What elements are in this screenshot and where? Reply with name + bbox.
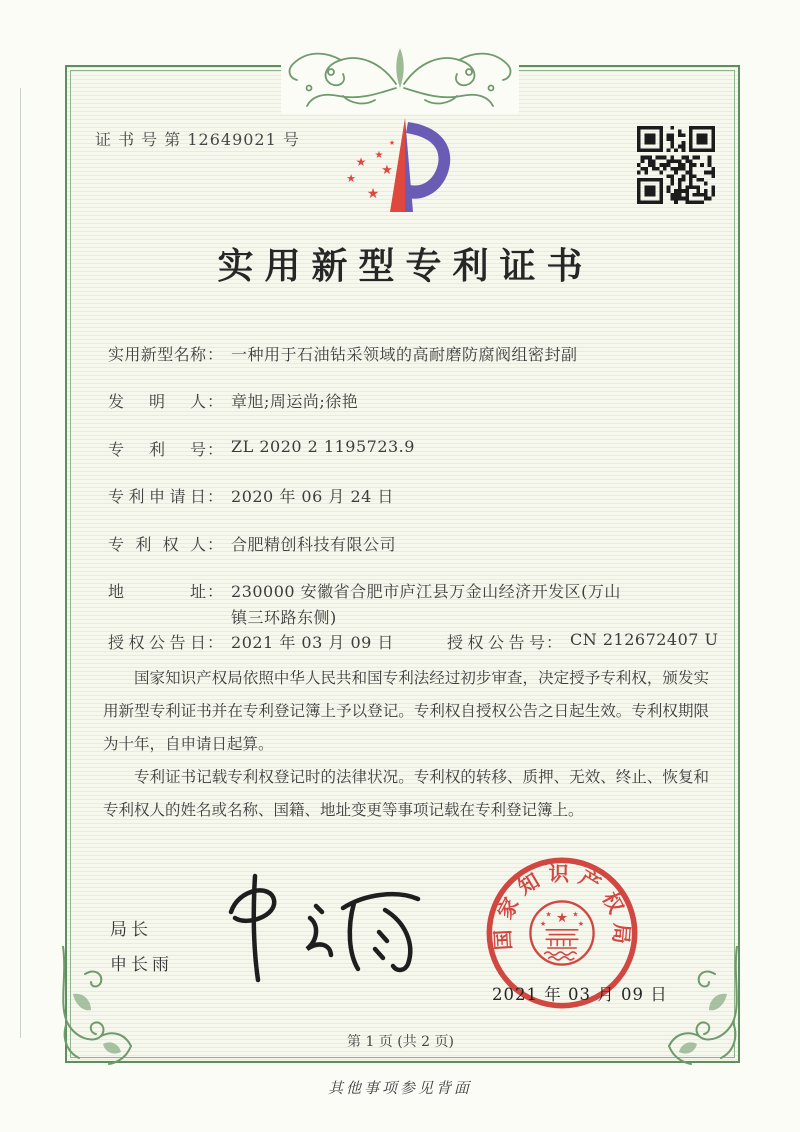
- star-icon: ★: [539, 918, 547, 928]
- signer-name: 申长雨: [110, 955, 173, 975]
- field-label: 授权公告日: [108, 633, 206, 652]
- field-row-patent-number: 专利号： ZL 2020 2 1195723.9: [108, 437, 415, 459]
- cnipa-logo: [342, 112, 462, 218]
- field-value: ZL 2020 2 1195723.9: [231, 437, 415, 456]
- field-label: 专利号: [108, 440, 206, 459]
- legal-text: [103, 662, 709, 827]
- field-row-address: 地址： 230000 安徽省合肥市庐江县万金山经济开发区(万山镇三环路东侧): [108, 579, 631, 631]
- field-row-patentee: 专利权人： 合肥精创科技有限公司: [108, 532, 396, 555]
- national-emblem-icon: [530, 901, 593, 964]
- qr-code: [637, 126, 715, 204]
- star-icon: ★: [381, 163, 393, 178]
- grant-date-pair: 授权公告日： 2021 年 03 月 09 日: [108, 630, 394, 649]
- seal-ring-text: 国家知识产权局: [490, 861, 634, 952]
- page-edge-shadow: [20, 88, 21, 1038]
- field-row-name: 实用新型名称： 一种用于石油钻采领域的高耐磨防腐阀组密封副: [108, 342, 578, 365]
- star-icon: ★: [555, 910, 569, 926]
- field-row-grant: [108, 630, 719, 653]
- signer-title: 局长: [110, 920, 152, 940]
- grant-number: CN 212672407 U: [570, 630, 719, 649]
- field-value: 合肥精创科技有限公司: [231, 535, 397, 554]
- star-icon: ★: [388, 139, 396, 147]
- field-value: 2020 年 06 月 24 日: [231, 487, 394, 506]
- field-label: 发明人: [108, 392, 206, 411]
- field-label: 地址: [108, 582, 206, 601]
- field-row-inventor: 发明人： 章旭;周运尚;徐艳: [108, 389, 358, 412]
- certificate-number: 证 书 号 第 12649021 号: [95, 130, 300, 149]
- paragraph: 专利证书记载专利权登记时的法律状况。专利权的转移、质押、无效、终止、恢复和专利权人的姓名或名称、国籍、地址变更等事项记载在专利登记簿上。: [103, 768, 709, 819]
- grant-number-pair: 授权公告号： CN 212672407 U: [447, 630, 719, 652]
- back-side-note: 其他事项参见背面: [327, 1079, 472, 1097]
- paragraph: 国家知识产权局依照中华人民共和国专利法经过初步审查，决定授予专利权，颁发实用新型专利证书并在专利登记簿上予以登记。专利权自授权公告之日起生效。专利权期限为十年，自申请日起算。: [103, 669, 709, 753]
- field-value: 章旭;周运尚;徐艳: [231, 392, 359, 411]
- svg-text:国家知识产权局: [490, 862, 634, 952]
- page-indicator: 第 1 页 (共 2 页): [347, 1034, 454, 1050]
- field-label: 专利申请日: [108, 487, 206, 506]
- star-icon: ★: [366, 186, 380, 202]
- grant-date: 2021 年 03 月 09 日: [231, 633, 394, 652]
- field-value: 230000 安徽省合肥市庐江县万金山经济开发区(万山镇三环路东侧): [231, 582, 621, 627]
- top-flourish-icon: [281, 42, 519, 114]
- field-row-filing-date: 专利申请日： 2020 年 06 月 24 日: [108, 484, 394, 507]
- star-icon: ★: [572, 909, 579, 919]
- field-label: 专利权人: [108, 535, 206, 554]
- field-label: 授权公告号: [447, 633, 545, 652]
- signature-shen-changyu: [213, 870, 435, 988]
- star-icon: ★: [577, 918, 585, 928]
- field-label: 实用新型名称: [108, 345, 206, 364]
- star-icon: ★: [545, 909, 552, 919]
- seal-date: 2021 年 03 月 09 日: [492, 985, 668, 1004]
- star-icon: ★: [374, 150, 384, 161]
- star-icon: ★: [346, 172, 356, 185]
- field-value: 一种用于石油钻采领域的高耐磨防腐阀组密封副: [231, 345, 578, 364]
- star-icon: ★: [355, 155, 367, 169]
- certificate-title: 实用新型专利证书: [217, 245, 594, 287]
